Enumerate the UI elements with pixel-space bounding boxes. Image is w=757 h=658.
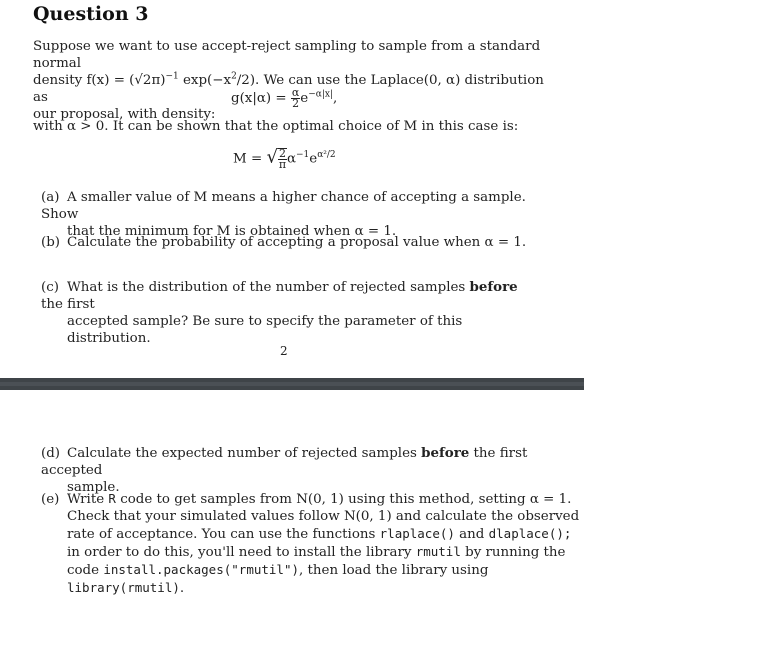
intro-line-1: Suppose we want to use accept-reject sampling to sample from a standard normal <box>33 39 541 71</box>
part-c: (c) What is the distribution of the number of rejected samples before the first accepted sample? Be sure to specify the parameter of this distribution. <box>41 279 518 346</box>
equation-optimal-m: M = √ $\frac{2}{\pi}$ $\alpha^{-1}e^{\alpha^2/2}$ <box>233 146 336 171</box>
page-number: 2 <box>280 344 288 358</box>
question-heading: Question 3 <box>33 3 149 25</box>
part-d: (d) Calculate the expected number of rejected samples before the first accepted sample. <box>41 445 528 495</box>
part-b: (b) Calculate the probability of accepting a proposal value when α = 1. <box>41 235 527 250</box>
intro-paragraph <box>33 38 548 123</box>
equation-proposal-density: g(x|α) = $\frac{\alpha}{2}$ $e^{-\alpha|x|}$, <box>231 86 338 110</box>
part-e: (e) Write R code to get samples from N(0, 1) using this method, setting α = 1. Check that your simulated values follow N(0, 1) and calculate the observed rate of acceptance. You can use the functions rlaplace() and dlaplace(); in order to do this, you'll need to install the library rmutil by running the code install.packages("rmutil"), then load the library using library(rmutil). <box>41 491 580 596</box>
page-top <box>0 0 584 378</box>
page-divider-inner <box>0 382 584 386</box>
intro-line-2: density $f(x) = (√2\pi)^{-1}$ $\exp(-x^2/2)$. We can use the Laplace(0, α) distribution as <box>33 71 544 105</box>
intro-line-3: our proposal, with density: <box>33 107 216 122</box>
page-bottom <box>0 390 584 658</box>
part-a: (a) A smaller value of M means a higher chance of accepting a sample. Show that the minimum for M is obtained when α = 1. <box>41 190 526 239</box>
optimal-m-sentence: with α > 0. It can be shown that the optimal choice of M in this case is: <box>33 119 519 134</box>
